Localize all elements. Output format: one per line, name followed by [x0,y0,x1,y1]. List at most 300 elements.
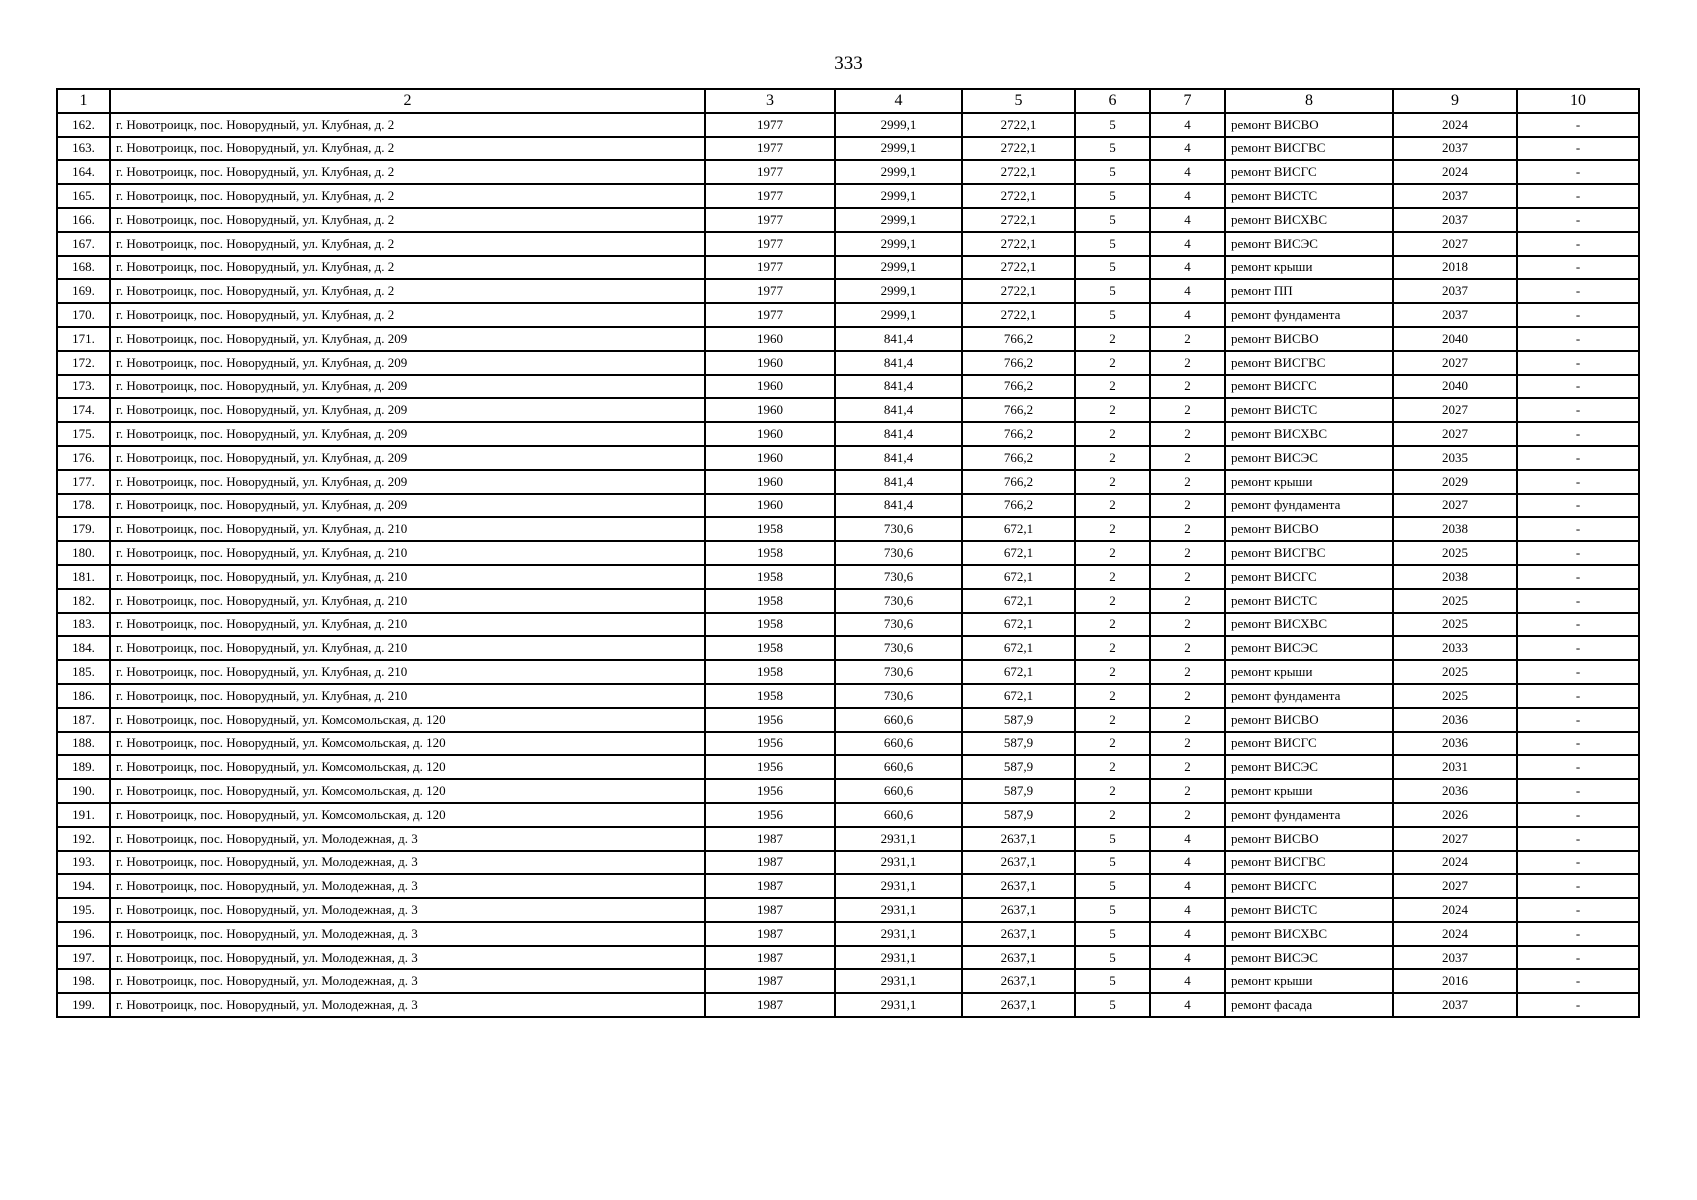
work-type-cell: ремонт ВИСГВС [1225,351,1393,375]
table-row [57,636,1639,660]
living-area-cell: 587,9 [962,779,1075,803]
planned-year-cell: 2025 [1393,589,1517,613]
work-type-cell: ремонт ВИСЭС [1225,232,1393,256]
address-cell: г. Новотроицк, пос. Новорудный, ул. Клубная, д. 2 [110,232,705,256]
column-header: 3 [705,89,835,113]
table-row [57,208,1639,232]
column-header: 5 [962,89,1075,113]
row-number-cell: 166. [57,208,110,232]
year-built-cell: 1987 [705,993,835,1017]
total-area-cell: 730,6 [835,589,962,613]
entrances-cell: 2 [1150,398,1225,422]
entrances-cell: 2 [1150,589,1225,613]
note-cell: - [1517,208,1639,232]
entrances-cell: 4 [1150,303,1225,327]
planned-year-cell: 2016 [1393,969,1517,993]
floors-cell: 5 [1075,303,1150,327]
note-cell: - [1517,470,1639,494]
table-row [57,851,1639,875]
year-built-cell: 1960 [705,327,835,351]
note-cell: - [1517,565,1639,589]
note-cell: - [1517,232,1639,256]
living-area-cell: 2722,1 [962,232,1075,256]
total-area-cell: 841,4 [835,470,962,494]
entrances-cell: 4 [1150,874,1225,898]
total-area-cell: 2999,1 [835,303,962,327]
work-type-cell: ремонт ВИСТС [1225,898,1393,922]
row-number-cell: 183. [57,613,110,637]
note-cell: - [1517,589,1639,613]
entrances-cell: 2 [1150,708,1225,732]
planned-year-cell: 2036 [1393,708,1517,732]
work-type-cell: ремонт фундамента [1225,494,1393,518]
note-cell: - [1517,732,1639,756]
total-area-cell: 2931,1 [835,874,962,898]
living-area-cell: 2637,1 [962,993,1075,1017]
living-area-cell: 2722,1 [962,160,1075,184]
total-area-cell: 841,4 [835,327,962,351]
row-number-cell: 163. [57,137,110,161]
work-type-cell: ремонт крыши [1225,660,1393,684]
entrances-cell: 4 [1150,232,1225,256]
living-area-cell: 2637,1 [962,946,1075,970]
address-cell: г. Новотроицк, пос. Новорудный, ул. Клубная, д. 2 [110,303,705,327]
work-type-cell: ремонт крыши [1225,256,1393,280]
address-cell: г. Новотроицк, пос. Новорудный, ул. Клубная, д. 209 [110,470,705,494]
floors-cell: 2 [1075,803,1150,827]
work-type-cell: ремонт ВИСХВС [1225,613,1393,637]
work-type-cell: ремонт ВИСЭС [1225,446,1393,470]
row-number-cell: 178. [57,494,110,518]
note-cell: - [1517,256,1639,280]
floors-cell: 2 [1075,327,1150,351]
planned-year-cell: 2025 [1393,541,1517,565]
row-number-cell: 185. [57,660,110,684]
year-built-cell: 1987 [705,922,835,946]
planned-year-cell: 2024 [1393,160,1517,184]
column-number-header-row [57,89,1639,113]
address-cell: г. Новотроицк, пос. Новорудный, ул. Комсомольская, д. 120 [110,755,705,779]
total-area-cell: 660,6 [835,803,962,827]
living-area-cell: 2637,1 [962,969,1075,993]
note-cell: - [1517,137,1639,161]
floors-cell: 2 [1075,779,1150,803]
total-area-cell: 2999,1 [835,208,962,232]
row-number-cell: 181. [57,565,110,589]
address-cell: г. Новотроицк, пос. Новорудный, ул. Молодежная, д. 3 [110,851,705,875]
floors-cell: 5 [1075,993,1150,1017]
planned-year-cell: 2025 [1393,660,1517,684]
work-type-cell: ремонт ВИСГВС [1225,541,1393,565]
year-built-cell: 1977 [705,279,835,303]
year-built-cell: 1960 [705,470,835,494]
floors-cell: 2 [1075,398,1150,422]
row-number-cell: 188. [57,732,110,756]
total-area-cell: 660,6 [835,708,962,732]
year-built-cell: 1977 [705,208,835,232]
row-number-cell: 196. [57,922,110,946]
work-type-cell: ремонт ВИСЭС [1225,755,1393,779]
work-type-cell: ремонт ВИСТС [1225,398,1393,422]
work-type-cell: ремонт ВИСВО [1225,827,1393,851]
year-built-cell: 1956 [705,779,835,803]
year-built-cell: 1958 [705,517,835,541]
total-area-cell: 2931,1 [835,946,962,970]
entrances-cell: 2 [1150,660,1225,684]
table-row [57,803,1639,827]
living-area-cell: 2637,1 [962,922,1075,946]
year-built-cell: 1987 [705,827,835,851]
year-built-cell: 1977 [705,137,835,161]
row-number-cell: 174. [57,398,110,422]
table-row [57,922,1639,946]
address-cell: г. Новотроицк, пос. Новорудный, ул. Клубная, д. 209 [110,446,705,470]
table-row [57,969,1639,993]
floors-cell: 2 [1075,470,1150,494]
floors-cell: 5 [1075,898,1150,922]
address-cell: г. Новотроицк, пос. Новорудный, ул. Клубная, д. 209 [110,375,705,399]
address-cell: г. Новотроицк, пос. Новорудный, ул. Клубная, д. 210 [110,541,705,565]
year-built-cell: 1977 [705,232,835,256]
row-number-cell: 197. [57,946,110,970]
living-area-cell: 2637,1 [962,874,1075,898]
total-area-cell: 730,6 [835,517,962,541]
table-row [57,732,1639,756]
total-area-cell: 841,4 [835,446,962,470]
address-cell: г. Новотроицк, пос. Новорудный, ул. Клубная, д. 209 [110,494,705,518]
total-area-cell: 2931,1 [835,898,962,922]
planned-year-cell: 2035 [1393,446,1517,470]
living-area-cell: 672,1 [962,517,1075,541]
year-built-cell: 1987 [705,851,835,875]
living-area-cell: 766,2 [962,351,1075,375]
floors-cell: 2 [1075,660,1150,684]
address-cell: г. Новотроицк, пос. Новорудный, ул. Клубная, д. 210 [110,660,705,684]
address-cell: г. Новотроицк, пос. Новорудный, ул. Клубная, д. 2 [110,256,705,280]
year-built-cell: 1987 [705,969,835,993]
row-number-cell: 171. [57,327,110,351]
entrances-cell: 2 [1150,446,1225,470]
column-header: 4 [835,89,962,113]
floors-cell: 5 [1075,851,1150,875]
row-number-cell: 173. [57,375,110,399]
work-type-cell: ремонт ВИСГС [1225,565,1393,589]
entrances-cell: 2 [1150,755,1225,779]
note-cell: - [1517,160,1639,184]
year-built-cell: 1987 [705,898,835,922]
table-row [57,993,1639,1017]
row-number-cell: 194. [57,874,110,898]
living-area-cell: 2637,1 [962,898,1075,922]
planned-year-cell: 2031 [1393,755,1517,779]
floors-cell: 2 [1075,708,1150,732]
address-cell: г. Новотроицк, пос. Новорудный, ул. Молодежная, д. 3 [110,827,705,851]
row-number-cell: 189. [57,755,110,779]
year-built-cell: 1960 [705,446,835,470]
living-area-cell: 2722,1 [962,113,1075,137]
floors-cell: 2 [1075,517,1150,541]
total-area-cell: 2931,1 [835,969,962,993]
floors-cell: 5 [1075,946,1150,970]
year-built-cell: 1958 [705,660,835,684]
living-area-cell: 587,9 [962,732,1075,756]
work-type-cell: ремонт ВИСВО [1225,517,1393,541]
planned-year-cell: 2027 [1393,827,1517,851]
year-built-cell: 1958 [705,613,835,637]
address-cell: г. Новотроицк, пос. Новорудный, ул. Клубная, д. 2 [110,137,705,161]
work-type-cell: ремонт ВИСЭС [1225,636,1393,660]
year-built-cell: 1960 [705,422,835,446]
year-built-cell: 1977 [705,160,835,184]
note-cell: - [1517,755,1639,779]
year-built-cell: 1956 [705,732,835,756]
column-header: 10 [1517,89,1639,113]
living-area-cell: 766,2 [962,327,1075,351]
address-cell: г. Новотроицк, пос. Новорудный, ул. Молодежная, д. 3 [110,946,705,970]
total-area-cell: 841,4 [835,375,962,399]
total-area-cell: 660,6 [835,755,962,779]
address-cell: г. Новотроицк, пос. Новорудный, ул. Клубная, д. 210 [110,684,705,708]
table-row [57,351,1639,375]
note-cell: - [1517,684,1639,708]
table-row [57,898,1639,922]
planned-year-cell: 2029 [1393,470,1517,494]
work-type-cell: ремонт ВИСГС [1225,160,1393,184]
address-cell: г. Новотроицк, пос. Новорудный, ул. Клубная, д. 210 [110,613,705,637]
column-header: 2 [110,89,705,113]
total-area-cell: 2931,1 [835,993,962,1017]
table-row [57,327,1639,351]
living-area-cell: 766,2 [962,398,1075,422]
planned-year-cell: 2027 [1393,422,1517,446]
work-type-cell: ремонт фасада [1225,993,1393,1017]
table-row [57,303,1639,327]
floors-cell: 5 [1075,874,1150,898]
entrances-cell: 2 [1150,803,1225,827]
table-row [57,232,1639,256]
total-area-cell: 2999,1 [835,184,962,208]
planned-year-cell: 2037 [1393,993,1517,1017]
note-cell: - [1517,613,1639,637]
planned-year-cell: 2037 [1393,208,1517,232]
floors-cell: 5 [1075,232,1150,256]
planned-year-cell: 2018 [1393,256,1517,280]
entrances-cell: 4 [1150,993,1225,1017]
work-type-cell: ремонт ВИСГС [1225,874,1393,898]
floors-cell: 2 [1075,684,1150,708]
planned-year-cell: 2027 [1393,232,1517,256]
row-number-cell: 176. [57,446,110,470]
row-number-cell: 179. [57,517,110,541]
entrances-cell: 4 [1150,946,1225,970]
work-type-cell: ремонт ВИСТС [1225,589,1393,613]
row-number-cell: 180. [57,541,110,565]
floors-cell: 2 [1075,375,1150,399]
table-row [57,779,1639,803]
entrances-cell: 2 [1150,517,1225,541]
total-area-cell: 730,6 [835,660,962,684]
entrances-cell: 2 [1150,541,1225,565]
row-number-cell: 182. [57,589,110,613]
floors-cell: 2 [1075,351,1150,375]
address-cell: г. Новотроицк, пос. Новорудный, ул. Клубная, д. 2 [110,279,705,303]
entrances-cell: 4 [1150,827,1225,851]
living-area-cell: 587,9 [962,755,1075,779]
address-cell: г. Новотроицк, пос. Новорудный, ул. Клубная, д. 209 [110,351,705,375]
year-built-cell: 1977 [705,184,835,208]
table-row [57,279,1639,303]
table-row [57,422,1639,446]
floors-cell: 5 [1075,184,1150,208]
table-row [57,827,1639,851]
column-header: 9 [1393,89,1517,113]
entrances-cell: 2 [1150,636,1225,660]
total-area-cell: 2999,1 [835,232,962,256]
note-cell: - [1517,351,1639,375]
living-area-cell: 2722,1 [962,137,1075,161]
repair-schedule-table [56,88,1640,1018]
table-row [57,517,1639,541]
entrances-cell: 4 [1150,851,1225,875]
total-area-cell: 730,6 [835,636,962,660]
total-area-cell: 841,4 [835,351,962,375]
work-type-cell: ремонт фундамента [1225,303,1393,327]
planned-year-cell: 2040 [1393,327,1517,351]
note-cell: - [1517,803,1639,827]
row-number-cell: 190. [57,779,110,803]
entrances-cell: 2 [1150,779,1225,803]
entrances-cell: 4 [1150,184,1225,208]
planned-year-cell: 2038 [1393,565,1517,589]
row-number-cell: 192. [57,827,110,851]
living-area-cell: 587,9 [962,708,1075,732]
row-number-cell: 177. [57,470,110,494]
note-cell: - [1517,851,1639,875]
year-built-cell: 1977 [705,303,835,327]
row-number-cell: 175. [57,422,110,446]
work-type-cell: ремонт ВИСХВС [1225,922,1393,946]
address-cell: г. Новотроицк, пос. Новорудный, ул. Клубная, д. 210 [110,636,705,660]
row-number-cell: 169. [57,279,110,303]
living-area-cell: 2722,1 [962,279,1075,303]
planned-year-cell: 2024 [1393,898,1517,922]
note-cell: - [1517,874,1639,898]
work-type-cell: ремонт ВИСВО [1225,113,1393,137]
table-row [57,589,1639,613]
living-area-cell: 672,1 [962,565,1075,589]
note-cell: - [1517,494,1639,518]
total-area-cell: 841,4 [835,494,962,518]
planned-year-cell: 2027 [1393,351,1517,375]
year-built-cell: 1958 [705,636,835,660]
planned-year-cell: 2024 [1393,922,1517,946]
table-row [57,684,1639,708]
year-built-cell: 1977 [705,256,835,280]
total-area-cell: 2931,1 [835,827,962,851]
entrances-cell: 2 [1150,565,1225,589]
total-area-cell: 2999,1 [835,256,962,280]
row-number-cell: 199. [57,993,110,1017]
row-number-cell: 184. [57,636,110,660]
address-cell: г. Новотроицк, пос. Новорудный, ул. Молодежная, д. 3 [110,874,705,898]
planned-year-cell: 2025 [1393,613,1517,637]
row-number-cell: 172. [57,351,110,375]
row-number-cell: 165. [57,184,110,208]
address-cell: г. Новотроицк, пос. Новорудный, ул. Клубная, д. 2 [110,160,705,184]
row-number-cell: 164. [57,160,110,184]
address-cell: г. Новотроицк, пос. Новорудный, ул. Клубная, д. 2 [110,184,705,208]
entrances-cell: 4 [1150,113,1225,137]
living-area-cell: 2722,1 [962,208,1075,232]
planned-year-cell: 2037 [1393,279,1517,303]
work-type-cell: ремонт ВИСВО [1225,327,1393,351]
table-row [57,256,1639,280]
note-cell: - [1517,517,1639,541]
table-body [57,113,1639,1017]
planned-year-cell: 2027 [1393,874,1517,898]
living-area-cell: 766,2 [962,494,1075,518]
table-row [57,184,1639,208]
address-cell: г. Новотроицк, пос. Новорудный, ул. Клубная, д. 209 [110,422,705,446]
floors-cell: 5 [1075,279,1150,303]
planned-year-cell: 2024 [1393,851,1517,875]
entrances-cell: 2 [1150,732,1225,756]
living-area-cell: 766,2 [962,375,1075,399]
address-cell: г. Новотроицк, пос. Новорудный, ул. Клубная, д. 210 [110,589,705,613]
column-header: 6 [1075,89,1150,113]
address-cell: г. Новотроицк, пос. Новорудный, ул. Клубная, д. 210 [110,517,705,541]
address-cell: г. Новотроицк, пос. Новорудный, ул. Комсомольская, д. 120 [110,708,705,732]
entrances-cell: 2 [1150,375,1225,399]
planned-year-cell: 2024 [1393,113,1517,137]
total-area-cell: 660,6 [835,732,962,756]
note-cell: - [1517,398,1639,422]
living-area-cell: 2637,1 [962,827,1075,851]
total-area-cell: 2931,1 [835,851,962,875]
year-built-cell: 1956 [705,803,835,827]
total-area-cell: 841,4 [835,398,962,422]
row-number-cell: 162. [57,113,110,137]
row-number-cell: 198. [57,969,110,993]
note-cell: - [1517,922,1639,946]
year-built-cell: 1958 [705,589,835,613]
note-cell: - [1517,279,1639,303]
row-number-cell: 187. [57,708,110,732]
entrances-cell: 2 [1150,470,1225,494]
total-area-cell: 730,6 [835,613,962,637]
year-built-cell: 1958 [705,565,835,589]
total-area-cell: 2999,1 [835,137,962,161]
year-built-cell: 1960 [705,351,835,375]
table-row [57,494,1639,518]
note-cell: - [1517,375,1639,399]
planned-year-cell: 2027 [1393,398,1517,422]
entrances-cell: 4 [1150,208,1225,232]
living-area-cell: 766,2 [962,422,1075,446]
work-type-cell: ремонт ВИСХВС [1225,422,1393,446]
planned-year-cell: 2036 [1393,779,1517,803]
work-type-cell: ремонт крыши [1225,969,1393,993]
total-area-cell: 2931,1 [835,922,962,946]
year-built-cell: 1958 [705,541,835,565]
living-area-cell: 2637,1 [962,851,1075,875]
floors-cell: 2 [1075,755,1150,779]
page-number: 333 [834,53,863,74]
planned-year-cell: 2026 [1393,803,1517,827]
note-cell: - [1517,708,1639,732]
table-row [57,874,1639,898]
total-area-cell: 841,4 [835,422,962,446]
